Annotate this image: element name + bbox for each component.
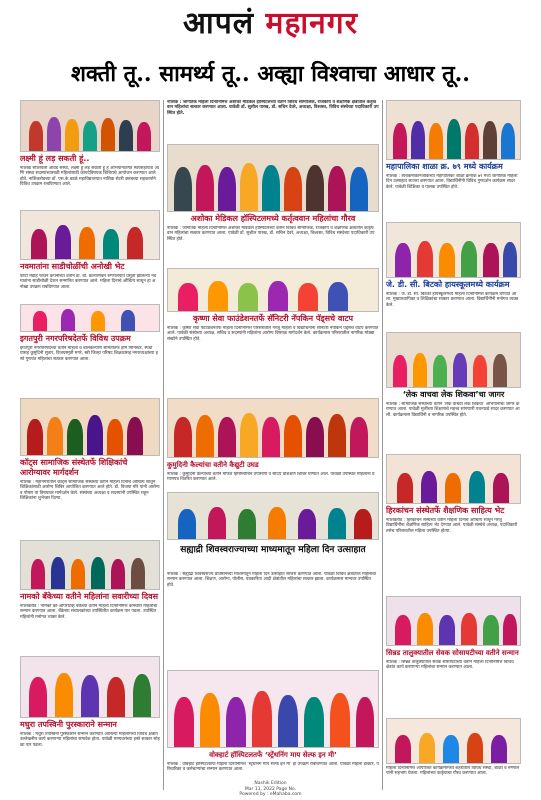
photo-right-4 [386,454,521,504]
article-heading: इगतपुरी नगरपरिषदेतर्फे विविध उपक्रम [20,334,131,343]
article-heading: हिरकांचन संस्थेतर्फे शैक्षणिक साहित्य भेट [386,506,505,515]
article-heading: सिन्नड तालुक्यातील सेवक सोसायटीच्या वतीने सन्मान [386,649,519,657]
photo-right-3 [386,332,521,388]
article-heading: जे. डी. सी. बिटको हायस्कूलमध्ये कार्यक्रम [386,280,510,289]
article-body: नाशिकरोड : नामको को-ऑपरेटिव्ह बँकेच्या वतीने महिला दिनानिमित्त कर्मचारी महिलांचा सन्मान करण्यात आला. बँकेच्या संचालकांच्या उपस्थितीत कार्यक्रम पार पडला. उपस्थित महिलांनी मनोगत व्यक्त केले. [20,604,158,620]
photo-center-1 [167,144,379,212]
center-column [167,100,379,790]
photo-left-1 [20,100,160,152]
article-body: नाशिक : सामाजिक संस्थांच्या वतीने ‘लेक वाचवा लेक शिकवा’ अभियानाचा जागर करण्यात आला. यावेळी मुलींच्या शिक्षणाचे महत्त्व सांगणारी पथनाट्ये सादर करण्यात आली. कार्यक्रमास विद्यार्थिनी व नागरिक उपस्थित होते. [386,402,520,418]
footer-powered-by: Powered by : eMahaba.com [239,792,302,798]
photo-left-5 [20,540,160,590]
masthead-title-part2: महानगर [265,6,358,41]
masthead [0,0,541,48]
photo-left-2 [20,210,160,260]
right-column [386,100,521,790]
article-body: नाशिक : सह्याद्री शिवस्वराज्य प्रतिष्ठानच्या माध्यमातून महिला दिन उत्साहात साजरा करण्यात आला. यावेळी विविध क्षेत्रांतील महिलांचा सन्मान करण्यात आला. शिक्षण, आरोग्य, पोलीस, पत्रकारिता आदी क्षेत्रांतील महिलांचा सत्कार झाला. कार्यक्रमास मान्यवर उपस्थित होते. [167,572,377,588]
article-body: नाशिक : त्र्यंबकनाकानजीकच्या महापालिका शाळा क्रमांक ७९ मध्ये जागतिक महिला दिन उत्साहात साजरा करण्यात आला. विद्यार्थिनींनी विविध गुणदर्शन कार्यक्रम सादर केले. यावेळी शिक्षिका व पालक उपस्थित होते. [386,174,518,190]
left-column [20,100,160,790]
footer-edition: Nashik Edition [254,781,287,787]
article-heading: ‘लेक वाचवा लेक शिकवा’चा जागर [402,390,505,399]
article-heading: मधुरा तपस्विनी पुरस्काराने सन्मान [20,720,117,729]
article-heading: कुमुदिनी कैल्यांचा वतीने कैद्युटी उघड [167,461,259,469]
column-divider [163,100,164,790]
article-body: नाशिक : जे. डी. सी. बिटको हायस्कूलमध्ये महिला दिनानिमित्त कार्यक्रम घेण्यात आला. मुख्याध्यापिका व शिक्षिकांचा सत्कार करण्यात आला. विद्यार्थिनींनी मनोगत व्यक्त केले. [386,292,519,308]
photo-left-3 [20,304,160,332]
article-body: नाशिक : जागतिक महिला दिनानिमित्त अशोका मेडिकल हॉस्पिटलच्या वतीने विविध सामाजिक, राजकीय व शैक्षणिक क्षेत्रातील कर्तृत्ववान महिलांचा सत्कार करण्यात आला. यावेळी डॉ. सुशील पारख, डॉ. सचिन देवरे, अध्यक्षा, विश्वस्त, विविध संस्थेच्या पदाधिकारी उपस्थित होते. [167,226,375,242]
article-heading: अशोका मेडिकल हॉस्पिटलमध्ये कर्तृत्ववान महिलांचा गौरव [190,214,356,223]
photo-center-4 [167,492,379,540]
column-divider [382,100,383,790]
article-body: महिला दिनानिमित्त आयोजित कार्यक्रमांमध्ये शहरातील विविध संस्था, शाळा व रुग्णालयांनी सहभाग घेतला. महिलांच्या कर्तृत्वाचा गौरव करण्यात आला. [386,766,520,777]
article-body: नाशिक : कुमुदिनी कैल्यांच्या वतीने मोफत हिमोग्लोबिन तपासणी व सौंदर्य प्रशिक्षण शिबिर घेण्यात आले. यावेळी उपस्थित महिलांना प्रमाणपत्र वितरित करण्यात आले. [167,472,375,483]
article-body: नाशिक : कृष्णा सेवा फाउंडेशनतर्फे महिला दिनानिमित्त परिसरातील गरजू महिला व विद्यार्थिनींना सॅनिटरी नॅपकिन पॅड्सचे वाटप करण्यात आले. यावेळी संस्थेच्या अध्यक्ष, सचिव व सदस्यांनी महिलांना आरोग्य विषयक मार्गदर्शन केले. कार्यक्रमास परिसरातील नागरिक मोठ्या संख्येने उपस्थित होते. [167,326,379,342]
article-heading: कृष्णा सेवा फाउंडेशनतर्फे सॅनिटरी नॅपकिन पॅड्सचे वाटप [192,314,354,323]
masthead-title-part1: आपलं [183,6,266,41]
article-heading: लक्ष्मी हूं लड़ सकती हूं.. [20,154,90,163]
article-heading: नामको बँकेच्या वतीने महिलांना सवारीच्या दिवस [20,592,158,601]
article-heading: नवमातांना साडीचोळींची अनोखी भेट [20,262,125,271]
photo-center-2 [167,268,379,312]
footer-date: Mar 11, 2022 Page No. [244,786,297,792]
article-heading: वोक्हार्ट हॉस्पिटलतर्फे ‘स्ट्रेंथनिंग माय सेल्फ इन मी’ [209,751,337,759]
photo-right-2 [386,222,521,278]
photo-right-6 [386,718,521,764]
photo-right-1 [386,100,521,160]
article-heading: कॉट्स सामाजिक संस्थेतर्फे शिक्षिकांचे आरोग्यावर मार्गदर्शन [20,458,128,477]
article-body: इगतपुरी नगरपरिषदेच्या वतीने महिला व बालकल्याण समितीतर्फे होम मिनिस्टर, स्पर्धा यासह कुमुदिनी सुतार, विजयस्मृती मगरे, स्त्री जिल्हा परिषद शिक्षकांसह नगराध्यक्षांच्या हस्ते गुणवंत महिलांचा सत्कार करण्यात आला. [20,346,158,362]
article-body: नाशिक : मधुरा तपस्विनी पुरस्काराने सन्मान करण्यात आलेल्या महिलांमध्ये विविध क्षेत्रांत उल्लेखनीय कार्य करणाऱ्या महिलांचा समावेश होता. यावेळी मान्यवरांच्या हस्ते सत्कार सोहळा पार पडला. [20,732,160,748]
article-body: नाशिक : जागतिक महिला दिनानिमित्त अशोका मेडिकल हॉस्पिटलच्या वतीने विविध सामाजिक, राजकीय व शैक्षणिक क्षेत्रातील कर्तृत्ववान महिलांचा सत्कार करण्यात आला. यावेळी डॉ. सुशील पारख, डॉ. सचिन देवरे, अध्यक्षा, विश्वस्त, विविध संस्थेच्या पदाधिकारी उपस्थित होते. [167,100,379,116]
article-body: नाशिक : वोक्हार्ट हॉस्पिटलतर्फे महिला दिनानिमित्त ‘स्ट्रेंथनिंग माय सेल्फ इन मी’ हा उपक्रम राबविण्यात आला. यावेळी महिला डॉक्टर, परिचारिका व कर्मचाऱ्यांचा सन्मान करण्यात आला. [167,762,379,773]
photo-left-6 [20,656,160,718]
article-body: नाशिक सोशियली आवेर्ड संस्था, लक्ष्मी हूं लड़ सकती हूं हे अभियानांतर्गत स्वंयंसहायता आणि संस्था सदस्यांच्यासाठी महिलांसाठी कायदेविषयक शिबिराचे आयोजन करण्यात आले होते. नाशिकरोडच्या डॉ. एस.के.काळे महाविद्यालयात नाशिक रोटरी क्लबच्या सहकार्याने विविध उपक्रम राबविण्यात आले. [20,166,160,188]
article-heading: सह्याद्री शिवस्वराज्याच्या माध्यमातून महिला दिन उत्साहात [180,545,366,555]
article-body: नाशिक : महानगरातील कॉट्स सामाजिक संस्थेच्या वतीने महिला दिनाचे औचित्य साधून शिक्षिकांसाठी आरोग्य शिबिर आयोजित करण्यात आले होते. डॉ. विजया मोरे यांनी आरोग्य व पोषण या विषयावर मार्गदर्शन केले. संस्थेच्या अध्यक्षा व सदस्यांनी उपस्थित राहून शिक्षिकांना शुभेच्छा दिल्या. [20,480,160,502]
photo-center-5 [167,670,379,748]
article-body: फोटो मेडीह फाउन कंपनीच्या वतीने डॉ. बी. कल्याणकर रुग्णालयात प्रसूती झालेल्या नवमातांना साडीचोळी देऊन सन्मानित करण्यात आले. महिला दिनाचे औचित्य साधून हा अनोखा उपक्रम राबविण्यात आला. [20,274,157,290]
page-footer [0,781,541,798]
article-body: नाशिक : सिन्नड तालुक्यातील सेवक सोसायटीच्या वतीने महिला दिनानिमित्त विविध क्षेत्रांत कार्य करणाऱ्या महिलांचा सन्मान करण्यात आला. [386,660,514,671]
article-body: नाशिकरोड : हिरकांचन संस्थेच्या वतीने महिला दिनाचे औचित्य साधून गरजू विद्यार्थिनींना शैक्षणिक साहित्य भेट देण्यात आले. यावेळी संस्थेचे अध्यक्ष, पदाधिकारी तसेच परिसरातील महिला उपस्थित होत्या. [386,518,518,534]
page-banner-headline: शक्ती तू.. सामर्थ्य तू.. अव्ह्या विश्वाचा आधार तू.. [71,61,470,87]
photo-left-4 [20,398,160,456]
article-heading: महापालिका शाळा क्र. ७९ मध्ये कार्यक्रम [386,162,503,171]
photo-right-5 [386,596,521,646]
photo-center-3 [167,398,379,458]
